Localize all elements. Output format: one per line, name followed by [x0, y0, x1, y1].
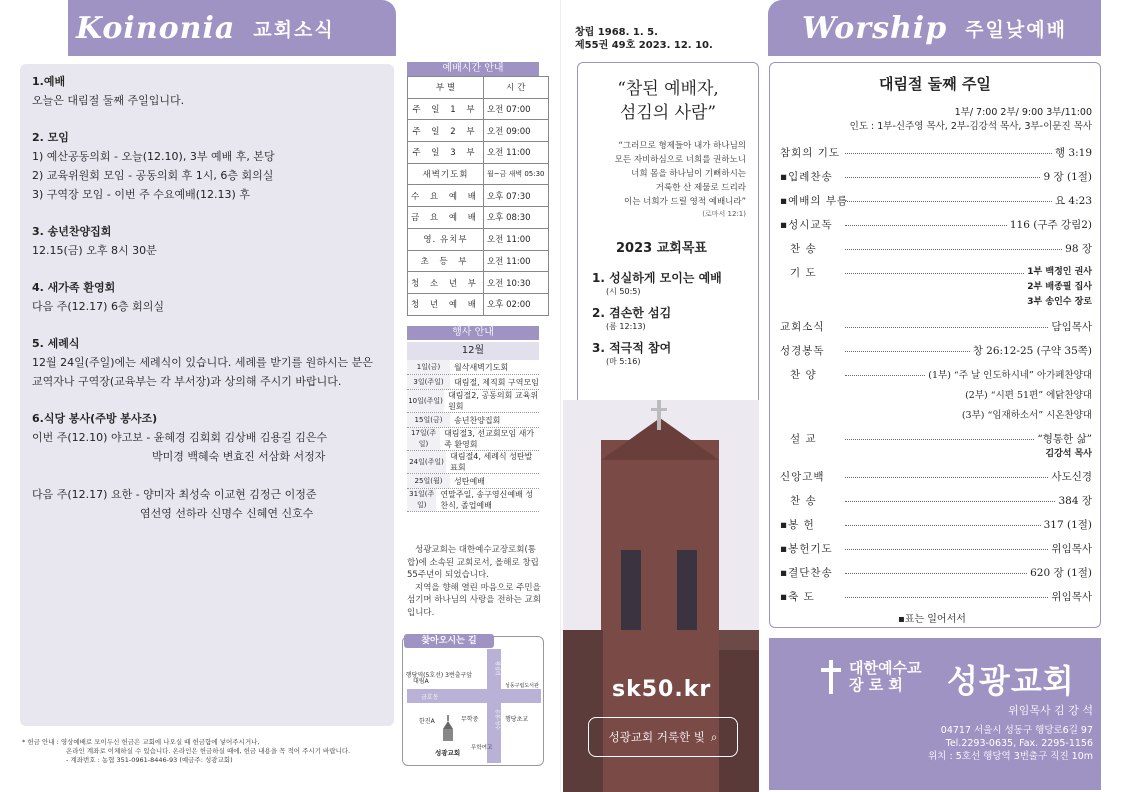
goal-verse: (마 5:16) [606, 357, 641, 366]
news-section [32, 222, 382, 260]
event-desc: 송년찬양집회 [454, 415, 501, 425]
schedule-name: 주 일 2 부 [408, 120, 484, 142]
order-of-worship [769, 62, 1101, 628]
map-label: 행당역(5호선) 3번출구앞 [405, 672, 473, 679]
news-line: 염선영 선하라 신명수 신혜연 신호수 [140, 507, 314, 520]
offering-footnote [22, 738, 392, 765]
news-section [32, 409, 382, 523]
schedule-name: 주 일 3 부 [408, 142, 484, 164]
preacher-row [780, 447, 1092, 462]
goal-item: 1. 성실하게 모이는 예배 [592, 271, 722, 285]
event-row [407, 474, 539, 489]
goal-item: 2. 겸손한 섬김 [592, 306, 672, 320]
schedule-time: 오전 10:30 [483, 272, 548, 294]
prayer-leader: 1부 백정인 권사 [1027, 267, 1092, 277]
schedule-time: 오전 11:00 [483, 228, 548, 250]
map-label: 성동구립도서관 [505, 683, 539, 689]
news-line: 2) 교육위원회 모임 - 공동의회 후 1시, 6층 회의실 [32, 169, 274, 182]
order-label: 찬 양 [790, 369, 817, 381]
news-line: 12.15(금) 오후 8시 30분 [32, 244, 157, 257]
order-row [780, 517, 1092, 532]
order-row [780, 541, 1092, 556]
goal-verse: (롬 12:13) [606, 322, 646, 331]
cross-logo-icon [819, 660, 843, 694]
schedule-time: 오후 02:00 [483, 293, 548, 315]
prayer-leader: 3부 송인수 장로 [1027, 297, 1092, 307]
order-row [780, 589, 1092, 604]
event-date: 10일(주일) [407, 390, 444, 412]
event-row [407, 360, 539, 375]
worship-schedule [407, 62, 545, 316]
order-row [780, 169, 1092, 184]
verse-line: 너희 몸을 하나님이 기뻐하시는 [631, 169, 746, 179]
order-label: ▪봉헌기도 [780, 543, 833, 555]
map-drawing [403, 637, 545, 767]
event-desc: 연말주일, 송구영신예배 성찬식, 졸업예배 [440, 490, 534, 510]
schedule-title: 예배시간 안내 [407, 62, 539, 76]
order-label: ▪성시교독 [780, 219, 833, 231]
map-label: 행당초교 [505, 716, 529, 723]
order-row [780, 193, 1092, 208]
service-times [770, 106, 1092, 134]
theme-title-line: 섬김의 사람” [619, 103, 717, 123]
order-value: 9 장 (1절) [1043, 171, 1092, 183]
news-line: 다음 주(12.17) 요한 - 양미자 최성숙 이교현 김정근 이정준 [32, 488, 317, 501]
order-row [780, 265, 1092, 310]
site-url: sk50.kr [612, 677, 712, 702]
map-label: 금호동 [421, 694, 439, 701]
founding-date: 창립 1968. 1. 5. [575, 27, 658, 38]
news-heading: 4. 새가족 환영회 [32, 281, 116, 294]
denomination-line: 장 로 회 [849, 676, 903, 694]
schedule-name: 주 일 1 부 [408, 98, 484, 120]
koinonia-header [68, 0, 396, 56]
schedule-table [407, 76, 549, 316]
order-row [780, 469, 1092, 484]
order-value: (1부) “주 날 인도하시네” 아가페찬양대 [928, 370, 1092, 381]
schedule-name: 초 등 부 [408, 250, 484, 272]
goal-verse: (시 50:5) [606, 287, 641, 296]
news-line: 박미경 백혜숙 변효진 서삼화 서정자 [152, 450, 326, 463]
event-row [407, 375, 539, 390]
news-line: 3) 구역장 모임 - 이번 주 수요예배(12.13) 후 [32, 188, 250, 201]
order-value: “형통한 삶” [1037, 433, 1092, 445]
schedule-time: 오전 07:00 [483, 98, 548, 120]
left-page [0, 0, 560, 792]
event-date: 3일(주일) [407, 375, 450, 389]
order-row [780, 493, 1092, 508]
location-map [402, 636, 544, 766]
anthem-row [780, 387, 1092, 401]
footnote-line: - 계좌번호 : 농협 351-0961-8446-93 (예금주: 성광교회) [66, 756, 233, 764]
news-section [32, 334, 382, 391]
order-label: ▪예배의 부름 [780, 195, 849, 207]
order-label: 성경봉독 [780, 345, 825, 357]
location-line: 위치 : 5호선 행당역 3번출구 직진 10m [928, 751, 1093, 762]
issue-number: 제55권 49호 2023. 12. 10. [575, 40, 713, 51]
schedule-header: 부 별 [408, 77, 484, 99]
order-row [780, 367, 1092, 382]
order-row [780, 431, 1092, 446]
order-value: 행 3:19 [1054, 147, 1092, 159]
event-date: 31일(주일) [407, 489, 436, 511]
footnote-line: * 헌금 안내 : 영상예배로 모이두신 헌금은 교회에 나오실 때 헌금함에 넣어주시거나, [22, 738, 260, 746]
order-label: 찬 송 [790, 243, 817, 255]
news-heading: 1.예배 [32, 75, 66, 88]
news-box [20, 64, 394, 726]
event-row [407, 451, 539, 474]
order-label: ▪결단찬송 [780, 567, 833, 579]
church-name: 성광교회 [947, 662, 1075, 700]
event-row [407, 413, 539, 428]
event-desc: 대림절4, 세례식 성탄발표회 [450, 452, 533, 472]
anthem-3: (3부) “임재하소서” 시온찬양대 [961, 410, 1092, 421]
order-row [780, 343, 1092, 358]
service-title: 대림절 둘째 주일 [879, 75, 991, 93]
event-desc: 대림절2, 공동의회 교육위원회 [448, 391, 539, 411]
schedule-time: 월~금 새벽 05:30 [483, 163, 548, 185]
event-date: 17일(주일) [407, 428, 440, 450]
event-desc: 대림절3, 선교회모임 새가족 환영회 [444, 429, 535, 449]
map-label: 성광교회 [435, 749, 461, 757]
schedule-name: 청 년 예 배 [408, 293, 484, 315]
address-line: 04717 서울시 성동구 행당로6길 97 [940, 725, 1093, 736]
schedule-header: 시 간 [483, 77, 548, 99]
event-row [407, 390, 539, 413]
order-row [780, 565, 1092, 580]
events-panel [407, 326, 539, 512]
search-button[interactable] [588, 717, 738, 757]
event-date: 1일(금) [407, 360, 450, 374]
prayer-leaders [1027, 265, 1092, 310]
order-label: ▪축 도 [780, 591, 815, 603]
worship-header [768, 0, 1101, 56]
news-section [32, 128, 382, 204]
schedule-name: 금 요 예 배 [408, 207, 484, 229]
verse-reference: (로마서 12:1) [702, 210, 746, 218]
news-line: 오늘은 대림절 둘째 주일입니다. [32, 94, 185, 107]
schedule-time: 오전 09:00 [483, 120, 548, 142]
map-label: 한진A [419, 718, 435, 725]
order-row [780, 241, 1092, 256]
order-row [780, 145, 1092, 160]
news-heading: 6.식당 봉사(주방 봉사조) [32, 412, 158, 425]
event-date: 15일(금) [407, 413, 450, 427]
news-heading: 3. 송년찬양집회 [32, 225, 112, 238]
order-label: 참회의 기도 [780, 147, 841, 159]
schedule-name: 청 소 년 부 [408, 272, 484, 294]
map-label: 응봉·성수 [494, 709, 500, 730]
schedule-name: 새벽기도회 [408, 163, 484, 185]
service-times-text: 1부/ 7:00 2부/ 9:00 3부/11:00 [954, 107, 1092, 118]
order-value: 317 (1절) [1043, 519, 1092, 531]
map-label: 무학중 [461, 716, 479, 723]
schedule-time: 오후 08:30 [483, 207, 548, 229]
verse-line: 거룩한 산 제물로 드리라 [655, 183, 746, 193]
standing-note: ▪표는 일어서서 [898, 614, 966, 625]
schedule-name: 영. 유치부 [408, 228, 484, 250]
event-row [407, 428, 539, 451]
church-intro [407, 544, 541, 619]
event-desc: 성탄예배 [454, 476, 485, 486]
denomination [849, 660, 921, 694]
order-value: 창 26:12-25 (구약 35쪽) [972, 345, 1092, 357]
search-label: 성광교회 거룩한 빛 [608, 730, 705, 744]
news-heading: 2. 모임 [32, 131, 69, 144]
order-value: 384 장 [1058, 495, 1092, 507]
theme-title [578, 77, 758, 125]
events-title: 행사 안내 [407, 326, 539, 340]
map-label: 무학여고 [471, 745, 493, 751]
order-label: 교회소식 [780, 321, 825, 333]
prayer-leader: 2부 배종필 집사 [1027, 282, 1092, 292]
event-desc: 대림절, 제직회 구역모임 [454, 377, 539, 387]
order-label: 기 도 [790, 267, 817, 279]
news-line: 1) 예산공동의회 - 오늘(12.10), 3부 예배 후, 본당 [32, 150, 275, 163]
church-goals [592, 237, 758, 367]
order-value: 위임목사 [1051, 543, 1092, 555]
verse-line: 이는 너희가 드릴 영적 예배니라” [624, 197, 746, 207]
schedule-time: 오전 11:00 [483, 250, 548, 272]
anthem-2: (2부) “시편 51편” 에닭찬양대 [965, 390, 1092, 401]
order-row [780, 217, 1092, 232]
order-value: 담임목사 [1051, 321, 1092, 333]
order-label: ▪입례찬송 [780, 171, 833, 183]
order-label: ▪봉 헌 [780, 519, 815, 531]
goals-title: 2023 교회목표 [616, 241, 707, 256]
bulletin-info [575, 26, 713, 52]
event-date: 24일(주일) [407, 451, 446, 473]
koinonia-title: 교회소식 [253, 18, 335, 41]
intro-paragraph: 성광교회는 대한예수교장로회(통합)에 소속된 교회로서, 올해로 창립 55주년이 되었습니다. [407, 545, 539, 580]
order-value: 사도신경 [1051, 471, 1092, 483]
worship-title: 주일낮예배 [965, 18, 1067, 41]
order-label: 찬 송 [790, 495, 817, 507]
news-line: 이번 주(12.10) 야고보 - 윤혜경 김회회 김상배 김용길 김은수 [32, 431, 328, 444]
order-label: 신앙고백 [780, 471, 825, 483]
church-address [928, 724, 1093, 763]
map-label: 대림A [413, 678, 429, 685]
map-title: 찾아오시는 길 [404, 634, 494, 648]
order-value: 98 장 [1065, 243, 1092, 255]
koinonia-script-title: Koinonia [76, 10, 236, 46]
church-footer [769, 638, 1101, 790]
anthem-row [780, 407, 1092, 421]
event-desc: 월삭새벽기도회 [454, 362, 509, 372]
verse-line: 모든 자비하심으로 너희를 권하노니 [614, 155, 746, 165]
phone-line: Tel.2293-0635, Fax. 2295-1156 [945, 738, 1093, 749]
preacher: 김강석 목사 [1045, 449, 1092, 459]
senior-pastor: 위임목사 김 강 석 [1008, 704, 1093, 717]
theme-title-line: “참된 예배자, [617, 79, 719, 99]
denomination-line: 대한예수교 [849, 659, 922, 677]
news-line: 교역자나 구역장(교육부는 각 부서장)과 상의해 주시기 바랍니다. [32, 375, 342, 388]
schedule-time: 오후 07:30 [483, 185, 548, 207]
event-row [407, 489, 539, 512]
news-section [32, 72, 382, 110]
service-leaders: 인도 : 1부-신주영 목사, 2부-김강석 목사, 3부-이문진 목사 [849, 121, 1092, 132]
order-value: 116 (구주 강림2) [1009, 219, 1092, 231]
worship-script-title: Worship [802, 10, 948, 46]
search-icon: ⌕ [710, 729, 718, 744]
center-fold [560, 0, 561, 792]
order-row [780, 319, 1092, 334]
schedule-name: 수 요 예 배 [408, 185, 484, 207]
event-date: 25일(월) [407, 474, 450, 488]
news-line: 다음 주(12.17) 6층 회의실 [32, 300, 164, 313]
intro-paragraph: 지역을 향해 열린 마음으로 주민을 섬기며 하나님의 사랑을 전하는 교회입니다. [407, 582, 541, 618]
news-heading: 5. 세례식 [32, 337, 80, 350]
events-month: 12월 [407, 342, 539, 360]
order-label: 설 교 [790, 433, 817, 445]
order-value: 620 장 (1절) [1030, 567, 1092, 579]
order-value: 요 4:23 [1054, 195, 1092, 207]
news-section [32, 278, 382, 316]
footnote-line: 온라인 계좌로 이체하실 수 있습니다. 온라인은 헌금하실 때에, 헌금 내용을 꼭 적어 주시기 바랍니다. [66, 747, 351, 755]
verse-line: “그러므로 형제들아 내가 하나님의 [618, 141, 746, 151]
schedule-time: 오전 11:00 [483, 142, 548, 164]
verse-text [588, 139, 746, 209]
order-value: 위임목사 [1051, 591, 1092, 603]
news-line: 12월 24일(주일)에는 세례식이 있습니다. 세례를 받기를 원하시는 분은 [32, 356, 373, 369]
goal-item: 3. 적극적 참여 [592, 341, 672, 355]
map-label: 왕십리 [494, 661, 500, 676]
